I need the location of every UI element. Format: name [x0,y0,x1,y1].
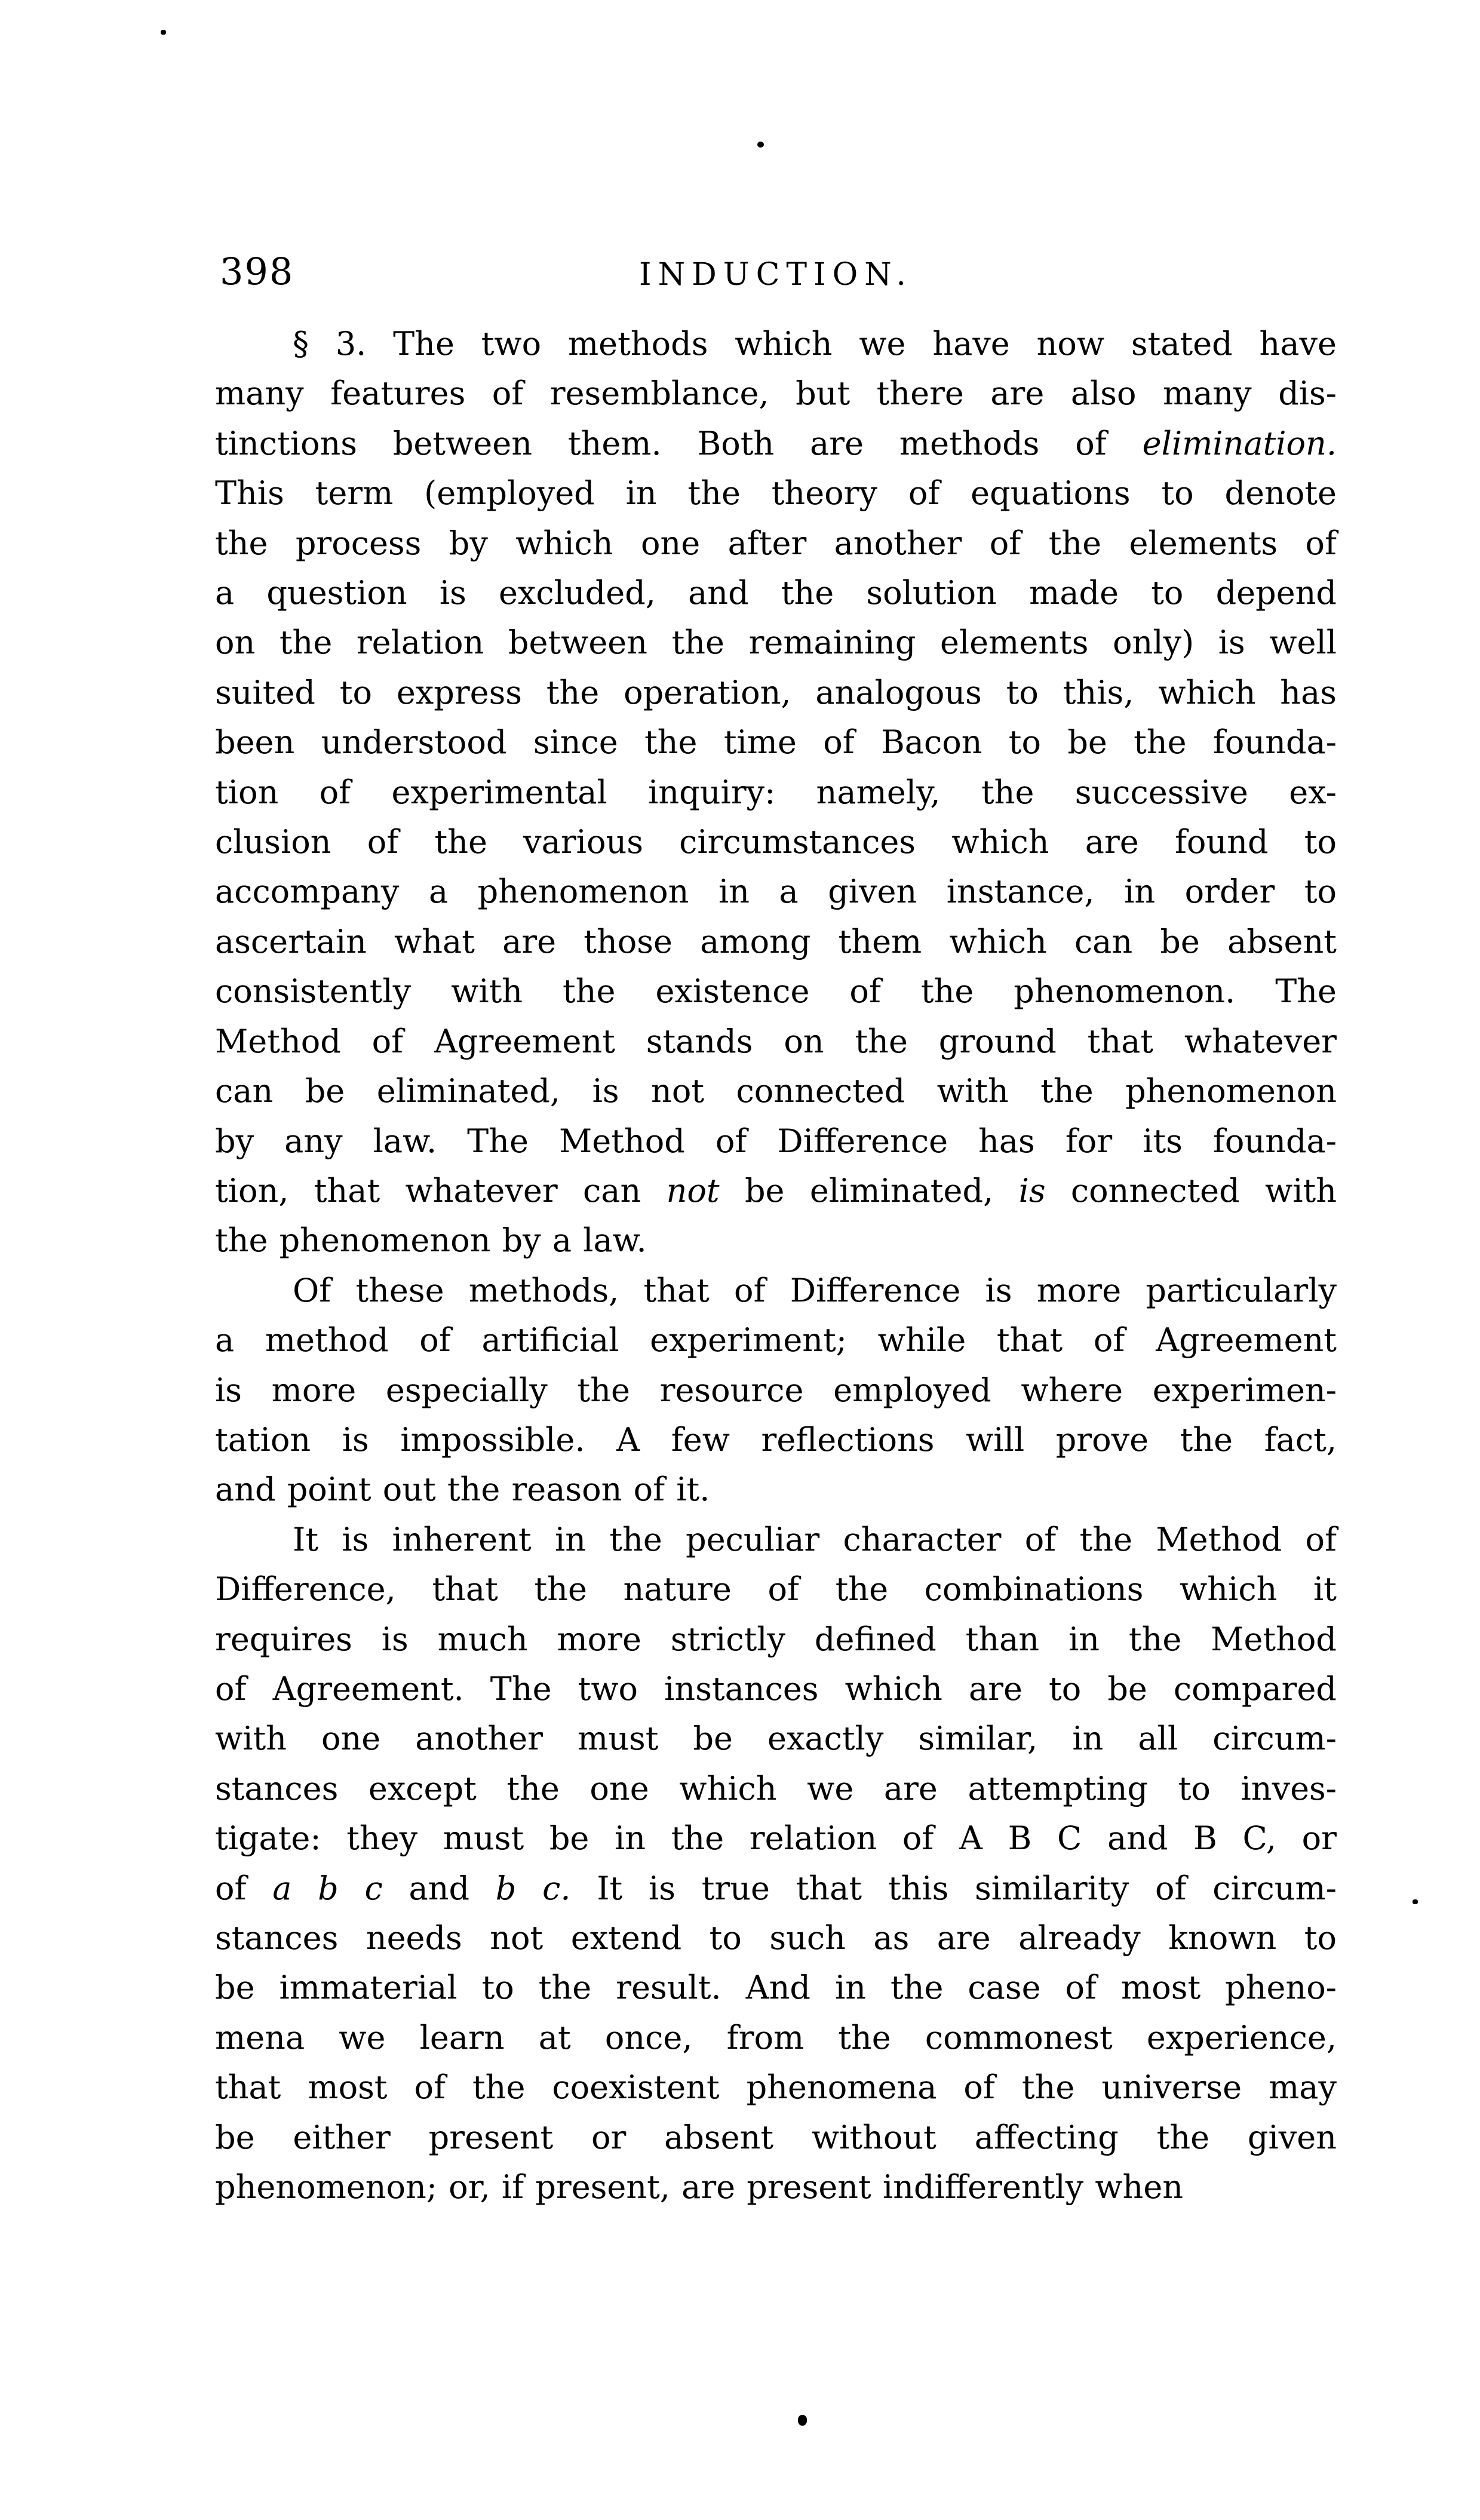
italic-text: elimination. [1142,424,1337,462]
text-segment: Of these methods, that of Difference is more particularly [293,1271,1337,1309]
text-segment: connected with [1045,1171,1337,1210]
text-line [215,2062,1337,2112]
running-title: INDUCTION. [639,257,913,293]
text-segment: ascertain what are those among them which can be absent [215,922,1337,960]
text-segment: can be eliminated, is not connected with the phenomenon [215,1072,1337,1110]
text-segment: stances needs not extend to such as are already known to [215,1919,1337,1957]
text-segment: mena we learn at once, from the commonest experience, [215,2018,1337,2056]
text-line [215,1116,1337,1166]
text-line [215,1813,1337,1863]
text-line [215,1864,1337,1913]
text-line [215,1216,1337,1265]
text-line [215,1066,1337,1116]
text-line [215,1764,1337,1813]
text-line [215,1963,1337,2012]
text-line [215,2162,1337,2212]
text-line [215,1664,1337,1714]
text-line [215,369,1337,418]
text-segment: a question is excluded, and the solution made to depend [215,574,1337,612]
text-segment: with one another must be exactly similar, in all circum- [215,1720,1337,1758]
ink-speck [798,2415,807,2426]
ink-speck [1413,1899,1418,1904]
text-line [215,966,1337,1016]
text-segment: be either present or absent without affecting the given [215,2118,1337,2156]
text-line [215,768,1337,817]
text-line [215,1515,1337,1564]
text-line [215,1166,1337,1216]
text-segment: been understood since the time of Bacon to be the founda- [215,723,1337,762]
italic-text: a b c [272,1869,383,1907]
text-body [215,319,1337,2212]
text-segment: tion, that whatever can [215,1171,667,1210]
italic-text: is [1018,1171,1046,1210]
text-line [215,668,1337,717]
text-line [215,319,1337,369]
text-segment: by any law. The Method of Difference has for its founda- [215,1122,1337,1160]
text-segment: is more especially the resource employed where experimen- [215,1371,1337,1409]
text-segment: consistently with the existence of the phenomenon. The [215,972,1337,1011]
text-line [215,419,1337,468]
text-segment: a method of artificial experiment; while that of Agreement [215,1321,1337,1359]
text-line [215,568,1337,618]
text-line [215,917,1337,966]
text-segment: on the relation between the remaining elements only) is well [215,624,1337,662]
text-line [215,1266,1337,1315]
text-segment: of Agreement. The two instances which are to be compared [215,1669,1337,1708]
text-segment: It is inherent in the peculiar character of the Method of [293,1520,1337,1558]
text-segment: be eliminated, [719,1171,1019,1210]
text-line [215,1017,1337,1066]
text-segment: phenomenon; or, if present, are present indifferently when [215,2168,1184,2206]
text-line [215,2113,1337,2162]
text-line [215,1714,1337,1763]
text-segment: tation is impossible. A few reflections will prove the fact, [215,1420,1337,1459]
text-segment: the process by which one after another of the elements of [215,524,1337,562]
text-segment: and [382,1869,496,1907]
text-segment: This term (employed in the theory of equations to denote [215,474,1337,512]
text-segment: requires is much more strictly defined than in the Method [215,1620,1337,1658]
text-line [215,618,1337,667]
text-segment: accompany a phenomenon in a given instance, in order to [215,873,1337,911]
text-line [215,1564,1337,1614]
text-line [215,1614,1337,1664]
ink-speck [161,30,166,35]
text-segment: of [215,1869,273,1907]
text-segment: be immaterial to the result. And in the case of most pheno- [215,1969,1337,2007]
text-line [215,1465,1337,1514]
text-line [215,1315,1337,1365]
text-line [215,867,1337,916]
text-segment: and point out the reason of it. [215,1471,710,1509]
text-line [215,518,1337,568]
text-segment: the phenomenon by a law. [215,1221,647,1260]
text-segment: It is true that this similarity of circum- [570,1869,1337,1907]
text-segment: Difference, that the nature of the combinations which it [215,1570,1337,1609]
text-segment: clusion of the various circumstances which are found to [215,823,1337,861]
text-segment: that most of the coexistent phenomena of the universe may [215,2068,1337,2107]
italic-text: b c. [495,1869,571,1907]
text-line [215,2013,1337,2062]
text-segment: tion of experimental inquiry: namely, the successive ex- [215,773,1337,811]
text-segment: tinctions between them. Both are methods of [215,424,1143,462]
page-number: 398 [220,250,294,293]
ink-speck [757,142,764,148]
italic-text: not [666,1171,720,1210]
text-segment: many features of resemblance, but there are also many dis- [215,375,1337,413]
text-line [215,1365,1337,1415]
text-line [215,1415,1337,1465]
text-line [215,817,1337,867]
text-segment: tigate: they must be in the relation of A B C and B C, or [215,1819,1337,1858]
text-line [215,1913,1337,1963]
text-segment: Method of Agreement stands on the ground that whatever [215,1022,1337,1060]
text-segment: stances except the one which we are attempting to inves- [215,1769,1337,1807]
text-segment: suited to express the operation, analogous to this, which has [215,673,1337,711]
text-segment: § 3. The two methods which we have now stated have [293,325,1337,363]
text-line [215,717,1337,767]
text-line [215,468,1337,518]
